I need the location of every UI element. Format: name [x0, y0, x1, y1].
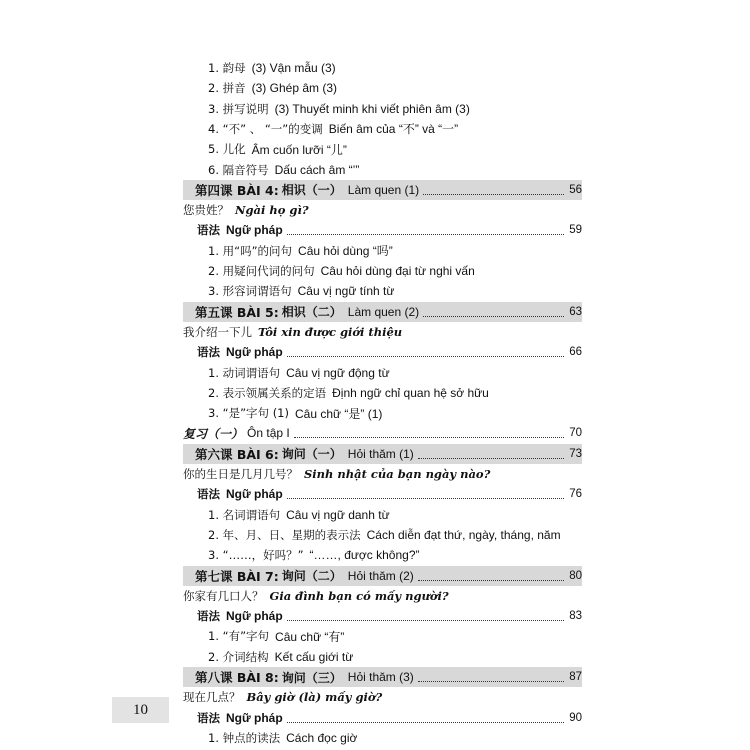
subitem-vietnamese: (3) Thuyết minh khi viết phiên âm (3): [274, 101, 470, 116]
subitem-vietnamese: Định ngữ chỉ quan hệ sở hữu: [332, 385, 489, 400]
grammar-label-chinese: 语法: [197, 609, 220, 624]
text-title-chinese: 现在几点？: [183, 690, 241, 705]
subitem-vietnamese: Biến âm của “不” và “一”: [328, 122, 459, 137]
toc-subitem: [208, 78, 582, 98]
toc-subitem: [208, 241, 582, 261]
subitem-chinese: 1. 动词谓语句: [208, 365, 281, 380]
toc-lesson-heading: [183, 566, 582, 586]
text-title-chinese: 你的生日是几月几号？: [183, 467, 298, 481]
grammar-label-vietnamese: Ngữ pháp: [226, 710, 283, 725]
subitem-chinese: 1. 韵母: [208, 61, 246, 75]
lesson-page-number: 73: [569, 447, 582, 460]
lesson-topic-chinese: 相识（一）: [281, 183, 342, 198]
subitem-chinese: 5. 儿化: [208, 142, 246, 157]
grammar-page-number: 59: [569, 224, 582, 237]
subitem-chinese: 1. 用“吗”的问句: [208, 243, 293, 258]
lesson-topic-chinese: 相识（二）: [281, 305, 342, 320]
dot-leader: [423, 316, 564, 317]
subitem-vietnamese: Kết cấu giới từ: [274, 649, 354, 664]
dot-leader: [294, 437, 564, 438]
text-title-vietnamese: Bây giờ (là) mấy giờ?: [246, 690, 383, 705]
lesson-topic-vietnamese: Hỏi thăm (3): [347, 670, 414, 684]
grammar-page-number: 76: [569, 488, 582, 501]
lesson-page-number: 80: [569, 569, 582, 582]
subitem-chinese: 1. 名词谓语句: [208, 507, 281, 522]
text-title-chinese: 您贵姓？: [183, 203, 229, 218]
dot-leader: [287, 722, 564, 723]
subitem-vietnamese: Câu chữ “有”: [275, 629, 345, 644]
lesson-text-title: [183, 464, 582, 484]
grammar-label-vietnamese: Ngữ pháp: [226, 487, 283, 502]
grammar-heading: [197, 606, 582, 626]
text-title-vietnamese: Ngài họ gì?: [235, 203, 309, 218]
toc-lesson-heading: [183, 302, 582, 322]
grammar-label-vietnamese: Ngữ pháp: [226, 609, 283, 624]
subitem-vietnamese: Cách diễn đạt thứ, ngày, tháng, năm: [366, 527, 561, 542]
grammar-heading: [197, 220, 582, 240]
toc-review-heading: [183, 423, 582, 443]
toc-subitem: [208, 363, 582, 383]
subitem-vietnamese: Câu vị ngữ động từ: [286, 365, 390, 380]
review-number: 复习（一）: [183, 426, 244, 441]
dot-leader: [287, 498, 564, 499]
subitem-vietnamese: (3) Ghép âm (3): [251, 81, 337, 96]
lesson-page-number: 63: [569, 305, 582, 318]
subitem-vietnamese: Câu vị ngữ tính từ: [297, 284, 395, 299]
lesson-topic-vietnamese: Hỏi thăm (2): [347, 568, 414, 583]
dot-leader: [418, 681, 564, 682]
lesson-topic-vietnamese: Làm quen (2): [347, 304, 420, 319]
lesson-text-title: [183, 586, 582, 606]
subitem-vietnamese: Cách đọc giờ: [286, 730, 358, 745]
lesson-number: 第六课 BÀI 6:: [195, 446, 279, 462]
toc-subitem: [208, 281, 582, 301]
subitem-vietnamese: Âm cuốn lưỡi “儿”: [251, 142, 347, 157]
dot-leader: [418, 580, 564, 581]
toc-lesson-heading: [183, 667, 582, 687]
lesson-number: 第八课 BÀI 8:: [195, 670, 279, 685]
subitem-vietnamese: Câu vị ngữ danh từ: [286, 507, 390, 522]
toc-subitem: [208, 139, 582, 159]
grammar-heading: [197, 484, 582, 504]
lesson-topic-chinese: 询问（三）: [281, 670, 342, 685]
toc-subitem: [208, 261, 582, 281]
grammar-label-chinese: 语法: [197, 345, 220, 360]
lesson-topic-chinese: 询问（一）: [281, 447, 342, 462]
grammar-page-number: 90: [569, 711, 582, 724]
text-title-vietnamese: Tôi xin được giới thiệu: [258, 324, 403, 339]
lesson-page-number: 56: [569, 183, 582, 196]
subitem-vietnamese: Câu hỏi dùng “吗”: [298, 244, 393, 259]
review-page-number: 70: [569, 427, 582, 440]
toc-subitem: [208, 626, 582, 646]
text-title-chinese: 你家有几口人？: [183, 588, 264, 603]
dot-leader: [287, 356, 564, 357]
toc-subitem: [208, 383, 582, 403]
text-title-chinese: 我介绍一下儿: [183, 324, 252, 339]
toc-subitem: [208, 647, 582, 667]
toc-subitem: [208, 99, 582, 119]
lesson-topic-chinese: 询问（二）: [281, 569, 342, 583]
subitem-chinese: 1. “有”字句: [208, 629, 270, 644]
subitem-vietnamese: Dấu cách âm “’”: [274, 162, 360, 177]
toc-lesson-heading: [183, 444, 582, 464]
subitem-vietnamese: Câu chữ “是” (1): [295, 406, 383, 421]
subitem-vietnamese: (3) Vận mẫu (3): [251, 61, 336, 75]
subitem-chinese: 1. 钟点的读法: [208, 730, 281, 745]
lesson-number: 第五课 BÀI 5:: [195, 304, 279, 320]
page-number: 10: [112, 697, 169, 723]
toc-subitem: [208, 119, 582, 139]
lesson-number: 第七课 BÀI 7:: [195, 568, 279, 584]
subitem-chinese: 3. 拼写说明: [208, 101, 269, 116]
dot-leader: [418, 458, 564, 459]
grammar-page-number: 83: [569, 610, 582, 623]
toc-subitem: [208, 58, 582, 78]
subitem-vietnamese: “……, được không?”: [309, 548, 420, 563]
review-topic-vietnamese: Ôn tập I: [247, 426, 290, 441]
grammar-label-vietnamese: Ngữ pháp: [226, 223, 283, 238]
subitem-chinese: 2. 介词结构: [208, 649, 269, 664]
toc-lesson-heading: [183, 180, 582, 200]
dot-leader: [423, 194, 564, 195]
dot-leader: [287, 620, 564, 621]
lesson-page-number: 87: [569, 671, 582, 683]
lesson-text-title: [183, 322, 582, 342]
subitem-chinese: 2. 年、月、日、星期的表示法: [208, 527, 361, 542]
grammar-label-chinese: 语法: [197, 487, 220, 502]
grammar-label-chinese: 语法: [197, 223, 220, 238]
subitem-chinese: 3. 形容词谓语句: [208, 284, 292, 299]
text-title-vietnamese: Sinh nhật của bạn ngày nào?: [304, 467, 491, 481]
toc-subitem: [208, 160, 582, 180]
subitem-vietnamese: Câu hỏi dùng đại từ nghi vấn: [320, 264, 475, 278]
toc-subitem: [208, 505, 582, 525]
lesson-text-title: [183, 687, 582, 707]
grammar-label-vietnamese: Ngữ pháp: [226, 345, 283, 360]
subitem-chinese: 4. “不” 、 “一”的变调: [208, 121, 323, 136]
dot-leader: [287, 234, 564, 235]
text-title-vietnamese: Gia đình bạn có mấy người?: [269, 588, 449, 603]
toc-subitem: [208, 525, 582, 545]
grammar-heading: [197, 342, 582, 362]
toc-subitem: [208, 403, 582, 423]
subitem-chinese: 2. 用疑问代词的问句: [208, 264, 315, 278]
grammar-page-number: 66: [569, 346, 582, 359]
subitem-chinese: 2. 拼音: [208, 81, 246, 96]
toc-subitem: [208, 545, 582, 565]
subitem-chinese: 3. “……，好吗？”: [208, 548, 304, 563]
lesson-text-title: [183, 200, 582, 220]
lesson-number: 第四课 BÀI 4:: [195, 182, 279, 198]
subitem-chinese: 3. “是”字句 (1): [208, 406, 289, 421]
lesson-topic-vietnamese: Hỏi thăm (1): [347, 446, 414, 461]
grammar-label-chinese: 语法: [197, 710, 220, 725]
subitem-chinese: 6. 隔音符号: [208, 162, 269, 177]
grammar-heading: [197, 708, 582, 728]
subitem-chinese: 2. 表示领属关系的定语: [208, 385, 327, 400]
toc-subitem: [208, 728, 582, 748]
lesson-topic-vietnamese: Làm quen (1): [347, 182, 420, 197]
